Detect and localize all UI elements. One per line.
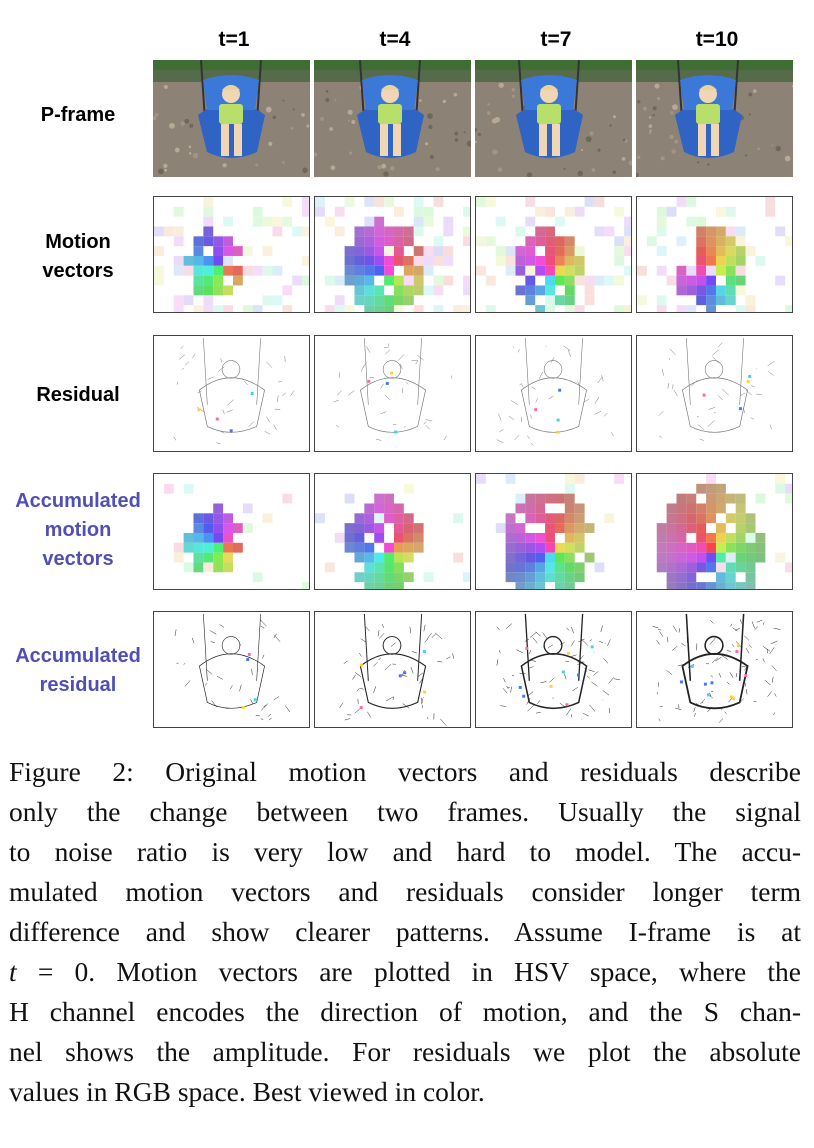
accumulated-motion-vectors-illustration	[637, 474, 792, 589]
residual-image	[636, 335, 793, 452]
figure-caption	[9, 752, 801, 1112]
p-frame-illustration	[636, 60, 793, 177]
accumulated-residual-illustration	[476, 612, 631, 727]
accumulated-motion-vectors-image	[636, 473, 793, 590]
p-frame-image	[314, 60, 471, 177]
caption-line-math: t = 0. Motion vectors are plotted in HSV space, where the	[9, 956, 801, 987]
caption-line: values in RGB space. Best viewed in color.	[9, 1076, 485, 1107]
row-label-line: motion	[44, 519, 112, 541]
row-label-accumulated-motion-vectors	[4, 487, 152, 574]
residual-image	[475, 335, 632, 452]
residual-image	[314, 335, 471, 452]
caption-line: Figure 2: Original motion vectors and residuals describe	[9, 756, 801, 787]
accumulated-motion-vectors-image	[153, 473, 310, 590]
caption-line: to noise ratio is very low and hard to model. The accu-	[9, 836, 801, 867]
row-label-line: Residual	[36, 384, 120, 406]
column-header-t10: t=10	[695, 28, 739, 51]
row-label-line: Accumulated	[15, 645, 141, 667]
motion-vectors-illustration	[315, 197, 470, 312]
accumulated-motion-vectors-image	[314, 473, 471, 590]
caption-line: H channel encodes the direction of motion, and the S chan-	[9, 996, 801, 1027]
row-label-line: vectors	[42, 260, 114, 282]
motion-vectors-image	[314, 196, 471, 313]
row-label-line: Accumulated	[15, 490, 141, 512]
accumulated-motion-vectors-illustration	[476, 474, 631, 589]
row-label-line: P-frame	[40, 104, 116, 126]
caption-line: nel shows the amplitude. For residuals we plot the absolute	[9, 1036, 801, 1067]
column-header-t4: t=4	[379, 28, 411, 51]
residual-illustration	[315, 336, 470, 451]
p-frame-illustration	[475, 60, 632, 177]
column-header-t7: t=7	[540, 28, 572, 51]
accumulated-residual-illustration	[637, 612, 792, 727]
p-frame-illustration	[314, 60, 471, 177]
p-frame-image	[475, 60, 632, 177]
accumulated-motion-vectors-image	[475, 473, 632, 590]
row-label-line: Motion	[45, 231, 111, 253]
accumulated-residual-image	[314, 611, 471, 728]
p-frame-illustration	[153, 60, 310, 177]
motion-vectors-image	[636, 196, 793, 313]
residual-illustration	[476, 336, 631, 451]
motion-vectors-illustration	[476, 197, 631, 312]
residual-illustration	[637, 336, 792, 451]
p-frame-image	[153, 60, 310, 177]
caption-line: only the change between two frames. Usually the signal	[9, 796, 801, 827]
row-label-p-frame	[4, 101, 152, 130]
row-label-line: residual	[39, 674, 117, 696]
caption-line: mulated motion vectors and residuals consider longer term	[9, 876, 801, 907]
accumulated-motion-vectors-illustration	[154, 474, 309, 589]
motion-vectors-illustration	[154, 197, 309, 312]
accumulated-residual-illustration	[315, 612, 470, 727]
column-header-t1: t=1	[218, 28, 250, 51]
residual-image	[153, 335, 310, 452]
accumulated-residual-image	[636, 611, 793, 728]
row-label-motion-vectors	[4, 228, 152, 286]
motion-vectors-illustration	[637, 197, 792, 312]
row-label-accumulated-residual	[4, 642, 152, 700]
residual-illustration	[154, 336, 309, 451]
row-label-line: vectors	[42, 548, 114, 570]
row-label-residual	[4, 381, 152, 410]
motion-vectors-image	[153, 196, 310, 313]
p-frame-image	[636, 60, 793, 177]
accumulated-residual-image	[475, 611, 632, 728]
accumulated-motion-vectors-illustration	[315, 474, 470, 589]
accumulated-residual-image	[153, 611, 310, 728]
accumulated-residual-illustration	[154, 612, 309, 727]
motion-vectors-image	[475, 196, 632, 313]
caption-line: difference and show clearer patterns. Assume I-frame is at	[9, 916, 801, 947]
